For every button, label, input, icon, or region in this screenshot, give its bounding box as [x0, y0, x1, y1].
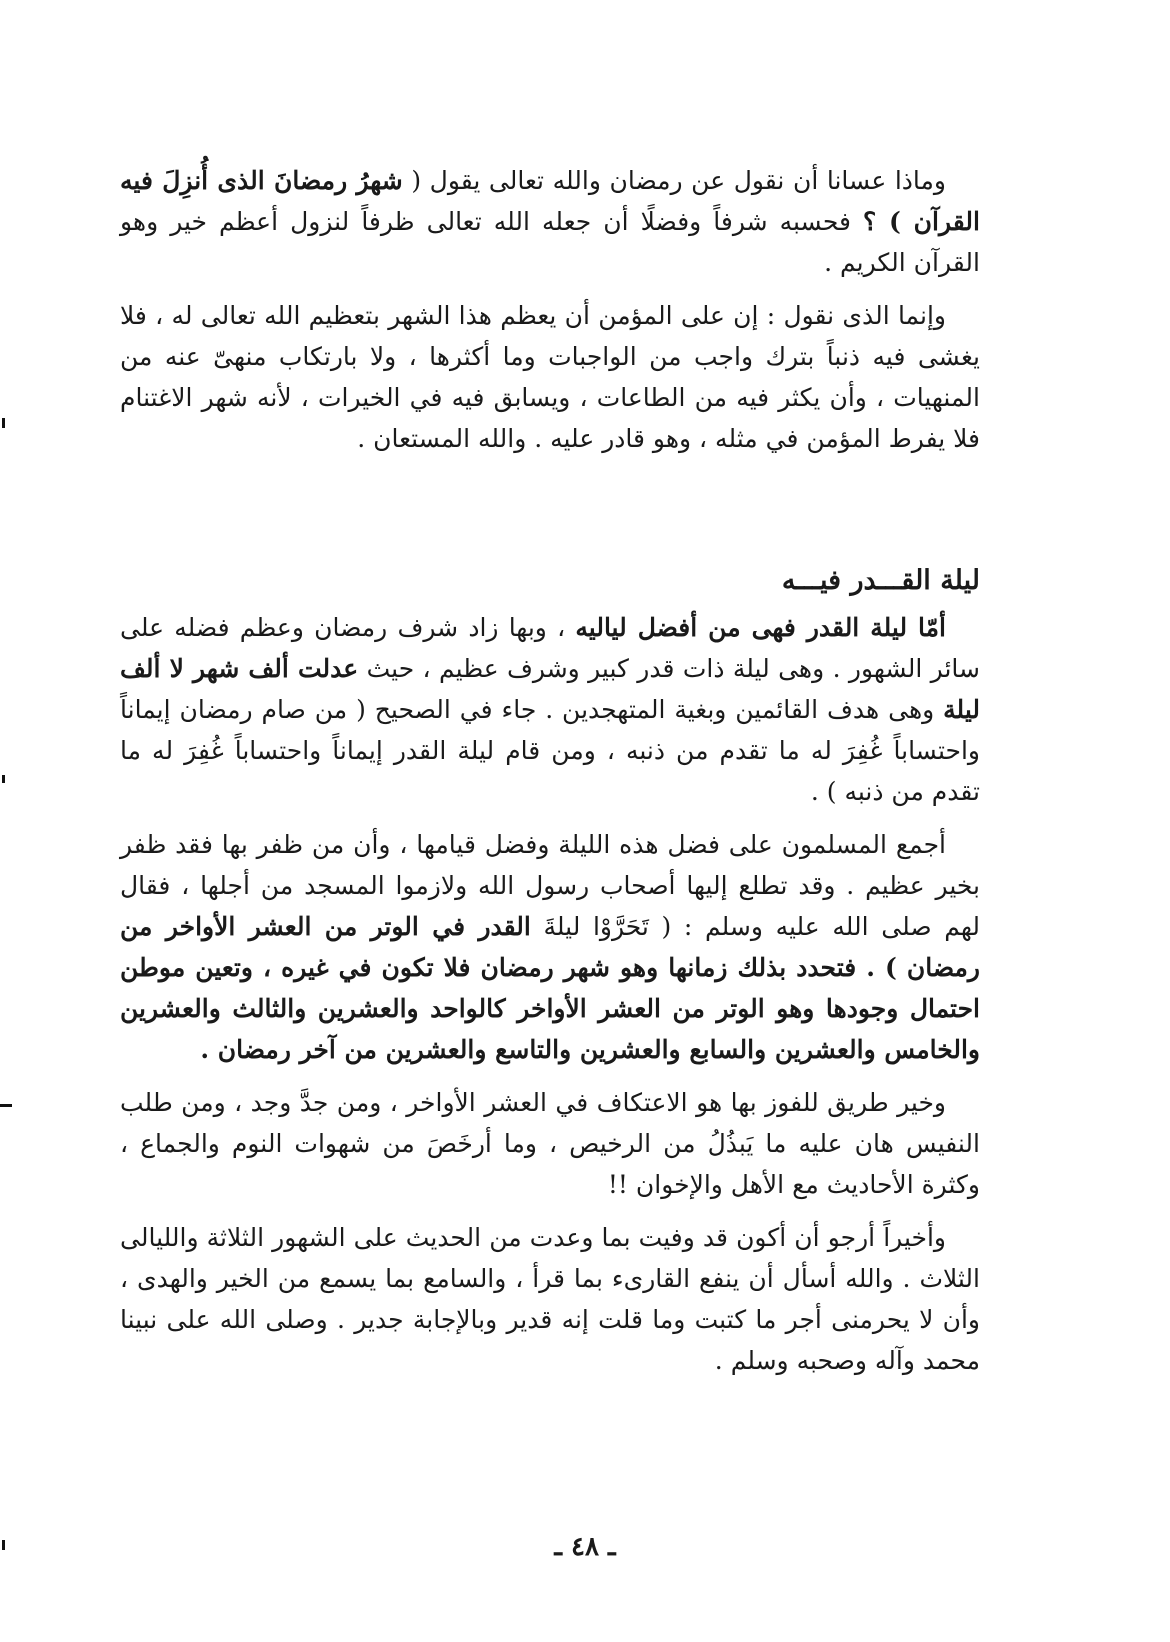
laylat-al-qadr-section [120, 607, 980, 1381]
bold-text-run: عدلت ألف شهر لا ألف ليلة [120, 654, 980, 724]
scan-mark [0, 1104, 12, 1107]
text-run: وماذا عسانا أن نقول عن رمضان والله تعالى يقول ( [402, 166, 946, 195]
paragraph [120, 1082, 980, 1205]
bold-text-run: شهرُ رمضانَ الذى أُنزِلَ فيه القرآن ) ؟ [120, 166, 980, 236]
text-run: ، وبها زاد شرف رمضان وعظم فضله على سائر الشهور . وهى ليلة ذات قدر كبير وشرف عظيم ، حيث [120, 613, 980, 683]
paragraph [120, 160, 980, 283]
paragraph [120, 607, 980, 812]
intro-section [120, 160, 980, 459]
scan-mark [2, 1540, 5, 1550]
page-number: ـ ٤٨ ـ [554, 1532, 616, 1562]
text-run: وهى هدف القائمين وبغية المتهجدين . جاء في الصحيح ( من صام رمضان إيماناً واحتساباً غُفِرَ له ما تقدم من ذنبه ، ومن قام ليلة القدر إيماناً واحتساباً غُفِرَ له ما تقدم من ذنبه ) . [120, 695, 980, 806]
text-run: وإنما الذى نقول : إن على المؤمن أن يعظم هذا الشهر بتعظيم الله تعالى له ، فلا يغشى فيه ذنباً بترك واجب من الواجبات وما أكثرها ، ولا بارتكاب منهىّ عنه من المنهيات ، وأن يكثر فيه من الطاعات ، ويسابق فيه في الخيرات ، لأنه شهر الاغتنام فلا يفرط المؤمن في مثله ، وهو قادر عليه . والله المستعان . [120, 301, 980, 453]
scan-mark [2, 418, 5, 428]
paragraph [120, 1217, 980, 1381]
text-run: وأخيراً أرجو أن أكون قد وفيت بما وعدت من الحديث على الشهور الثلاثة والليالى الثلاث . والله أسأل أن ينفع القارىء بما قرأ ، والسامع بما يسمع من الخير والهدى ، وأن لا يحرمنى أجر ما كتبت وما قلت إنه قدير وبالإجابة جدير . وصلى الله على نبينا محمد وآله وصحبه وسلم . [120, 1223, 980, 1375]
paragraph [120, 824, 980, 1070]
scan-mark [2, 775, 5, 783]
section-heading: ليلة القـــدر فيـــه [781, 565, 980, 596]
text-run: أجمع المسلمون على فضل هذه الليلة وفضل قيامها ، وأن من ظفر بها فقد ظفر بخير عظيم . وقد تطلع إليها أصحاب رسول الله ولازموا المسجد من أجلها ، فقال لهم صلى الله عليه وسلم : ( تَحَرَّوْا ليلةَ [120, 830, 980, 941]
bold-text-run: أمّا ليلة القدر فهى من أفضل لياليه [575, 613, 946, 642]
paragraph [120, 295, 980, 459]
bold-text-run: القدر في الوتر من العشر الأواخر من رمضان ) . فتحدد بذلك زمانها وهو شهر رمضان فلا تكون في غيره ، وتعين موطن احتمال وجودها وهو الوتر من العشر الأواخر كالواحد والعشرين والثالث والعشرين والخامس والعشرين والسابع والعشرين والتاسع والعشرين من آخر رمضان . [120, 912, 980, 1064]
text-run: فحسبه شرفاً وفضلًا أن جعله الله تعالى ظرفاً لنزول أعظم خير وهو القرآن الكريم . [120, 207, 980, 277]
text-run: وخير طريق للفوز بها هو الاعتكاف في العشر الأواخر ، ومن جدَّ وجد ، ومن طلب النفيس هان عليه ما يَبذُلُ من الرخيص ، وما أرخَصَ من شهوات النوم والجماع ، وكثرة الأحاديث مع الأهل والإخوان !! [120, 1088, 980, 1199]
